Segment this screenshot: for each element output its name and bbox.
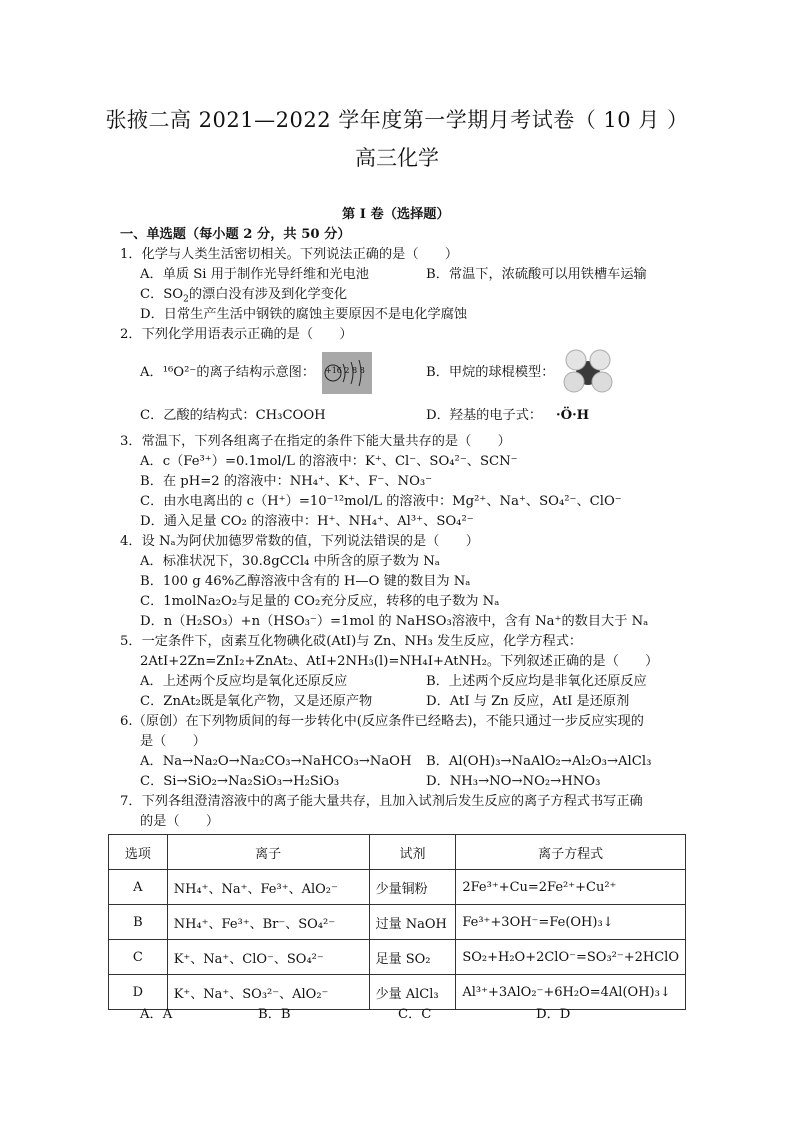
section-heading: 一、单选题（每小题 2 分，共 50 分） bbox=[120, 227, 351, 242]
q6-stem-continued: 是（ ） bbox=[140, 734, 206, 749]
table-cell: NH₄⁺、Na⁺、Fe³⁺、AlO₂⁻ bbox=[167, 870, 369, 905]
hydroxyl-electron-formula: ·Ö·H bbox=[556, 408, 590, 423]
q3-option-b: B．在 pH=2 的溶液中：NH₄⁺、K⁺、F⁻、NO₃⁻ bbox=[140, 474, 433, 489]
table-cell: K⁺、Na⁺、ClO⁻、SO₄²⁻ bbox=[167, 940, 369, 975]
q5-stem: 5．一定条件下，卤素互化物碘化砹(AtI)与 Zn、NH₃ 发生反应，化学方程式： bbox=[120, 634, 583, 649]
q5-option-a: A．上述两个反应均是氧化还原反应 bbox=[140, 674, 348, 689]
q3-option-d: D．通入足量 CO₂ 的溶液中：H⁺、NH₄⁺、Al³⁺、SO₄²⁻ bbox=[140, 514, 474, 529]
ion-table bbox=[108, 834, 686, 1010]
table-row bbox=[109, 975, 686, 1010]
q1-option-c: C．$SO_2$的漂白没有涉及到化学变化 bbox=[140, 287, 348, 305]
table-row bbox=[109, 905, 686, 940]
q5-equation: 2AtI+2Zn=ZnI₂+ZnAt₂、AtI+2NH₃(l)=NH₄I+AtNH₂。下列叙述正确的是（ ） bbox=[140, 654, 659, 669]
q2-option-b: B．甲烷的球棍模型： bbox=[426, 365, 555, 380]
q2-stem: 2．下列化学用语表示正确的是（ ） bbox=[120, 327, 353, 342]
q7-stem: 7．下列各组澄清溶液中的离子能大量共存，且加入试剂后发生反应的离子方程式书写正确 bbox=[120, 794, 643, 809]
table-cell: Al³⁺+3AlO₂⁻+6H₂O=4Al(OH)₃↓ bbox=[456, 975, 686, 1010]
q4-option-c: C．1molNa₂O₂与足量的 CO₂充分反应，转移的电子数为 Nₐ bbox=[140, 594, 500, 609]
ion-structure-diagram bbox=[322, 352, 372, 394]
q3-option-c: C．由水电离出的 c（H⁺）=10⁻¹²mol/L 的溶液中：Mg²⁺、Na⁺、SO₄²⁻、ClO⁻ bbox=[140, 494, 622, 509]
q2-option-a: A．¹⁶O²⁻的离子结构示意图： bbox=[140, 365, 316, 380]
q2-option-c: C．乙酸的结构式：CH₃COOH bbox=[140, 408, 326, 423]
q4-stem: 4．设 Nₐ为阿伏加德罗常数的值，下列说法错误的是（ ） bbox=[120, 534, 479, 549]
table-header-cell: 试剂 bbox=[369, 835, 456, 870]
table-cell: NH₄⁺、Fe³⁺、Br⁻、SO₄²⁻ bbox=[167, 905, 369, 940]
table-cell: 2Fe³⁺+Cu=2Fe²⁺+Cu²⁺ bbox=[456, 870, 686, 905]
q4-option-a: A．标准状况下，30.8gCCl₄ 中所含的原子数为 Nₐ bbox=[140, 554, 440, 569]
q6-option-b: B．Al(OH)₃→NaAlO₂→Al₂O₃→AlCl₃ bbox=[426, 754, 652, 769]
q7-option-c: C．C bbox=[398, 1007, 432, 1022]
methane-model-icon bbox=[562, 346, 614, 396]
table-cell: B bbox=[109, 905, 168, 940]
table-row bbox=[109, 940, 686, 975]
q4-option-b: B．100 g 46%乙醇溶液中含有的 H—O 键的数目为 Nₐ bbox=[140, 574, 471, 589]
q1-c-part2: 的漂白没有涉及到化学变化 bbox=[188, 287, 348, 302]
q1-c-part1: C．SO bbox=[140, 287, 184, 302]
methane-ball-stick-model bbox=[562, 346, 614, 396]
q1-stem: 1．化学与人类生活密切相关。下列说法正确的是（ ） bbox=[120, 247, 459, 262]
q6-stem: 6.（原创）在下列物质间的每一步转化中(反应条件已经略去)，不能只通过一步反应实现的 bbox=[120, 714, 644, 729]
table-cell: 少量 AlCl₃ bbox=[369, 975, 456, 1010]
table-cell: A bbox=[109, 870, 168, 905]
q3-stem: 3．常温下，下列各组离子在指定的条件下能大量共存的是（ ） bbox=[120, 434, 511, 449]
table-header-cell: 选项 bbox=[109, 835, 168, 870]
q1-option-b: B．常温下，浓硫酸可以用铁槽车运输 bbox=[426, 267, 647, 282]
exam-subtitle: 高三化学 bbox=[355, 146, 439, 170]
ion-structure-label: +16 2 8 8 bbox=[325, 366, 365, 375]
q7-stem-continued: 的是（ ） bbox=[140, 814, 220, 829]
q7-option-b: B．B bbox=[258, 1007, 291, 1022]
part-heading: 第 I 卷（选择题） bbox=[342, 207, 450, 222]
table-cell: 少量铜粉 bbox=[369, 870, 456, 905]
table-header-cell: 离子 bbox=[167, 835, 369, 870]
q1-option-d: D．日常生产生活中钢铁的腐蚀主要原因不是电化学腐蚀 bbox=[140, 307, 468, 322]
q4-option-d: D．n（H₂SO₃）+n（HSO₃⁻）=1mol 的 NaHSO₃溶液中，含有 Na⁺的数目大于 Nₐ bbox=[140, 614, 649, 629]
q3-option-a: A．c（Fe³⁺）=0.1mol/L 的溶液中：K⁺、Cl⁻、SO₄²⁻、SCN⁻ bbox=[140, 454, 518, 469]
q1-option-a: A．单质 Si 用于制作光导纤维和光电池 bbox=[140, 267, 369, 282]
q2-option-d: D．羟基的电子式： bbox=[426, 408, 543, 423]
q7-option-d: D．D bbox=[536, 1007, 571, 1022]
table-header-row bbox=[109, 835, 686, 870]
q7-option-a: A．A bbox=[140, 1007, 173, 1022]
table-cell: SO₂+H₂O+2ClO⁻=SO₃²⁻+2HClO bbox=[456, 940, 686, 975]
table-cell: 过量 NaOH bbox=[369, 905, 456, 940]
table-cell: 足量 SO₂ bbox=[369, 940, 456, 975]
table-row bbox=[109, 870, 686, 905]
q6-option-d: D．NH₃→NO→NO₂→HNO₃ bbox=[426, 774, 601, 789]
table-cell: D bbox=[109, 975, 168, 1010]
q6-option-a: A．Na→Na₂O→Na₂CO₃→NaHCO₃→NaOH bbox=[140, 754, 412, 769]
q5-option-d: D．AtI 与 Zn 反应，AtI 是还原剂 bbox=[426, 694, 630, 709]
exam-title: 张掖二高 2021—2022 学年度第一学期月考试卷（ 10 月 ） bbox=[105, 108, 689, 132]
q5-option-c: C．ZnAt₂既是氧化产物，又是还原产物 bbox=[140, 694, 373, 709]
table-cell: K⁺、Na⁺、SO₃²⁻、AlO₂⁻ bbox=[167, 975, 369, 1010]
table-header-cell: 离子方程式 bbox=[456, 835, 686, 870]
table-cell: C bbox=[109, 940, 168, 975]
q5-option-b: B．上述两个反应均是非氧化还原反应 bbox=[426, 674, 647, 689]
q6-option-c: C．Si→SiO₂→Na₂SiO₃→H₂SiO₃ bbox=[140, 774, 340, 789]
table-cell: Fe³⁺+3OH⁻=Fe(OH)₃↓ bbox=[456, 905, 686, 940]
